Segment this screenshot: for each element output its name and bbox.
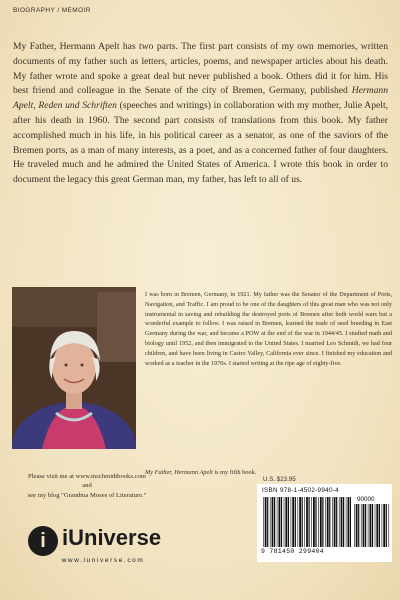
intro-text-part2: (speeches and writings) in collaboration with my mother, Julie Apelt, after his death in 1960. The second part consists of translations from this book. My father accomplished much in his life, in his political career as a senator, as one of the saviors of the Bremen ports, as a man of many interests, as a poet, and as a concerned father of four daughters. He traveled much and he admired the United States of America. I wrote this book in order to document the legacy this great German man, my father, has left to all of us. bbox=[13, 100, 389, 186]
barcode-addon-number: 90000 bbox=[357, 496, 375, 503]
visit-blog-line: see my blog "Grandma Moses of Literature." bbox=[27, 491, 147, 499]
author-photo bbox=[12, 287, 136, 449]
closing-line bbox=[145, 469, 392, 476]
isbn-text: ISBN 978-1-4502-9940-4 bbox=[262, 487, 339, 494]
intro-text-part1: My Father, Hermann Apelt has two parts. The first part consists of my own memories, written documents of my father such as letters, articles, poems, and newspaper articles about his death. My father wrote and spoke a great deal but never published a book. Others did it for him. His best friend and colleague in the Senate of the city of Bremen, Germany, published bbox=[13, 41, 388, 97]
visit-and-line: and bbox=[82, 482, 92, 490]
visit-info bbox=[12, 472, 162, 500]
barcode-number: 9 781450 299404 bbox=[261, 548, 325, 555]
publisher-name: iUniverse bbox=[62, 525, 162, 550]
visit-website-line: Please visit me at www.mschmidtbooks.com bbox=[28, 473, 146, 480]
intro-book-title: Hermann Apelt, Reden und Schriften bbox=[13, 85, 388, 112]
author-portrait-illustration bbox=[12, 287, 136, 449]
publisher-logo bbox=[28, 524, 178, 564]
publisher-url: www.iuniverse.com bbox=[61, 557, 145, 564]
barcode-addon-bars bbox=[354, 504, 390, 547]
category-label: BIOGRAPHY / MEMOIR bbox=[13, 7, 91, 14]
author-bio: I was born in Bremen, Germany, in 1921. My father was the Senator of the Department of Ports, Navigation, and Traffic. I am proud to be one of the daughters of this great man who was not only instrumental in saving and rebuilding the destroyed ports of Bremen after both world wars but a wonderful example to follow. I was raised in Bremen, learned the trade of seed breeding in East Germany during the war, and became a POW at the end of the war in 1944/45. I studied math and biology until 1952, and then immigrated to the United States. I married Leo Schmidt, we had four children, and have been living in Castro Valley, California ever since. I finished my education and worked as a teacher in the 1970s. I started writing at the ripe age of eighty-five. bbox=[145, 291, 392, 367]
closing-book-title: My Father, Hermann Apelt bbox=[145, 469, 213, 476]
price-label: U.S. $23.95 bbox=[263, 476, 296, 483]
closing-text: is my fifth book. bbox=[212, 469, 257, 476]
barcode-panel bbox=[257, 484, 392, 562]
barcode-main-bars bbox=[263, 497, 351, 547]
iuniverse-logo-icon: i bbox=[28, 526, 58, 556]
intro-paragraph bbox=[13, 40, 388, 188]
